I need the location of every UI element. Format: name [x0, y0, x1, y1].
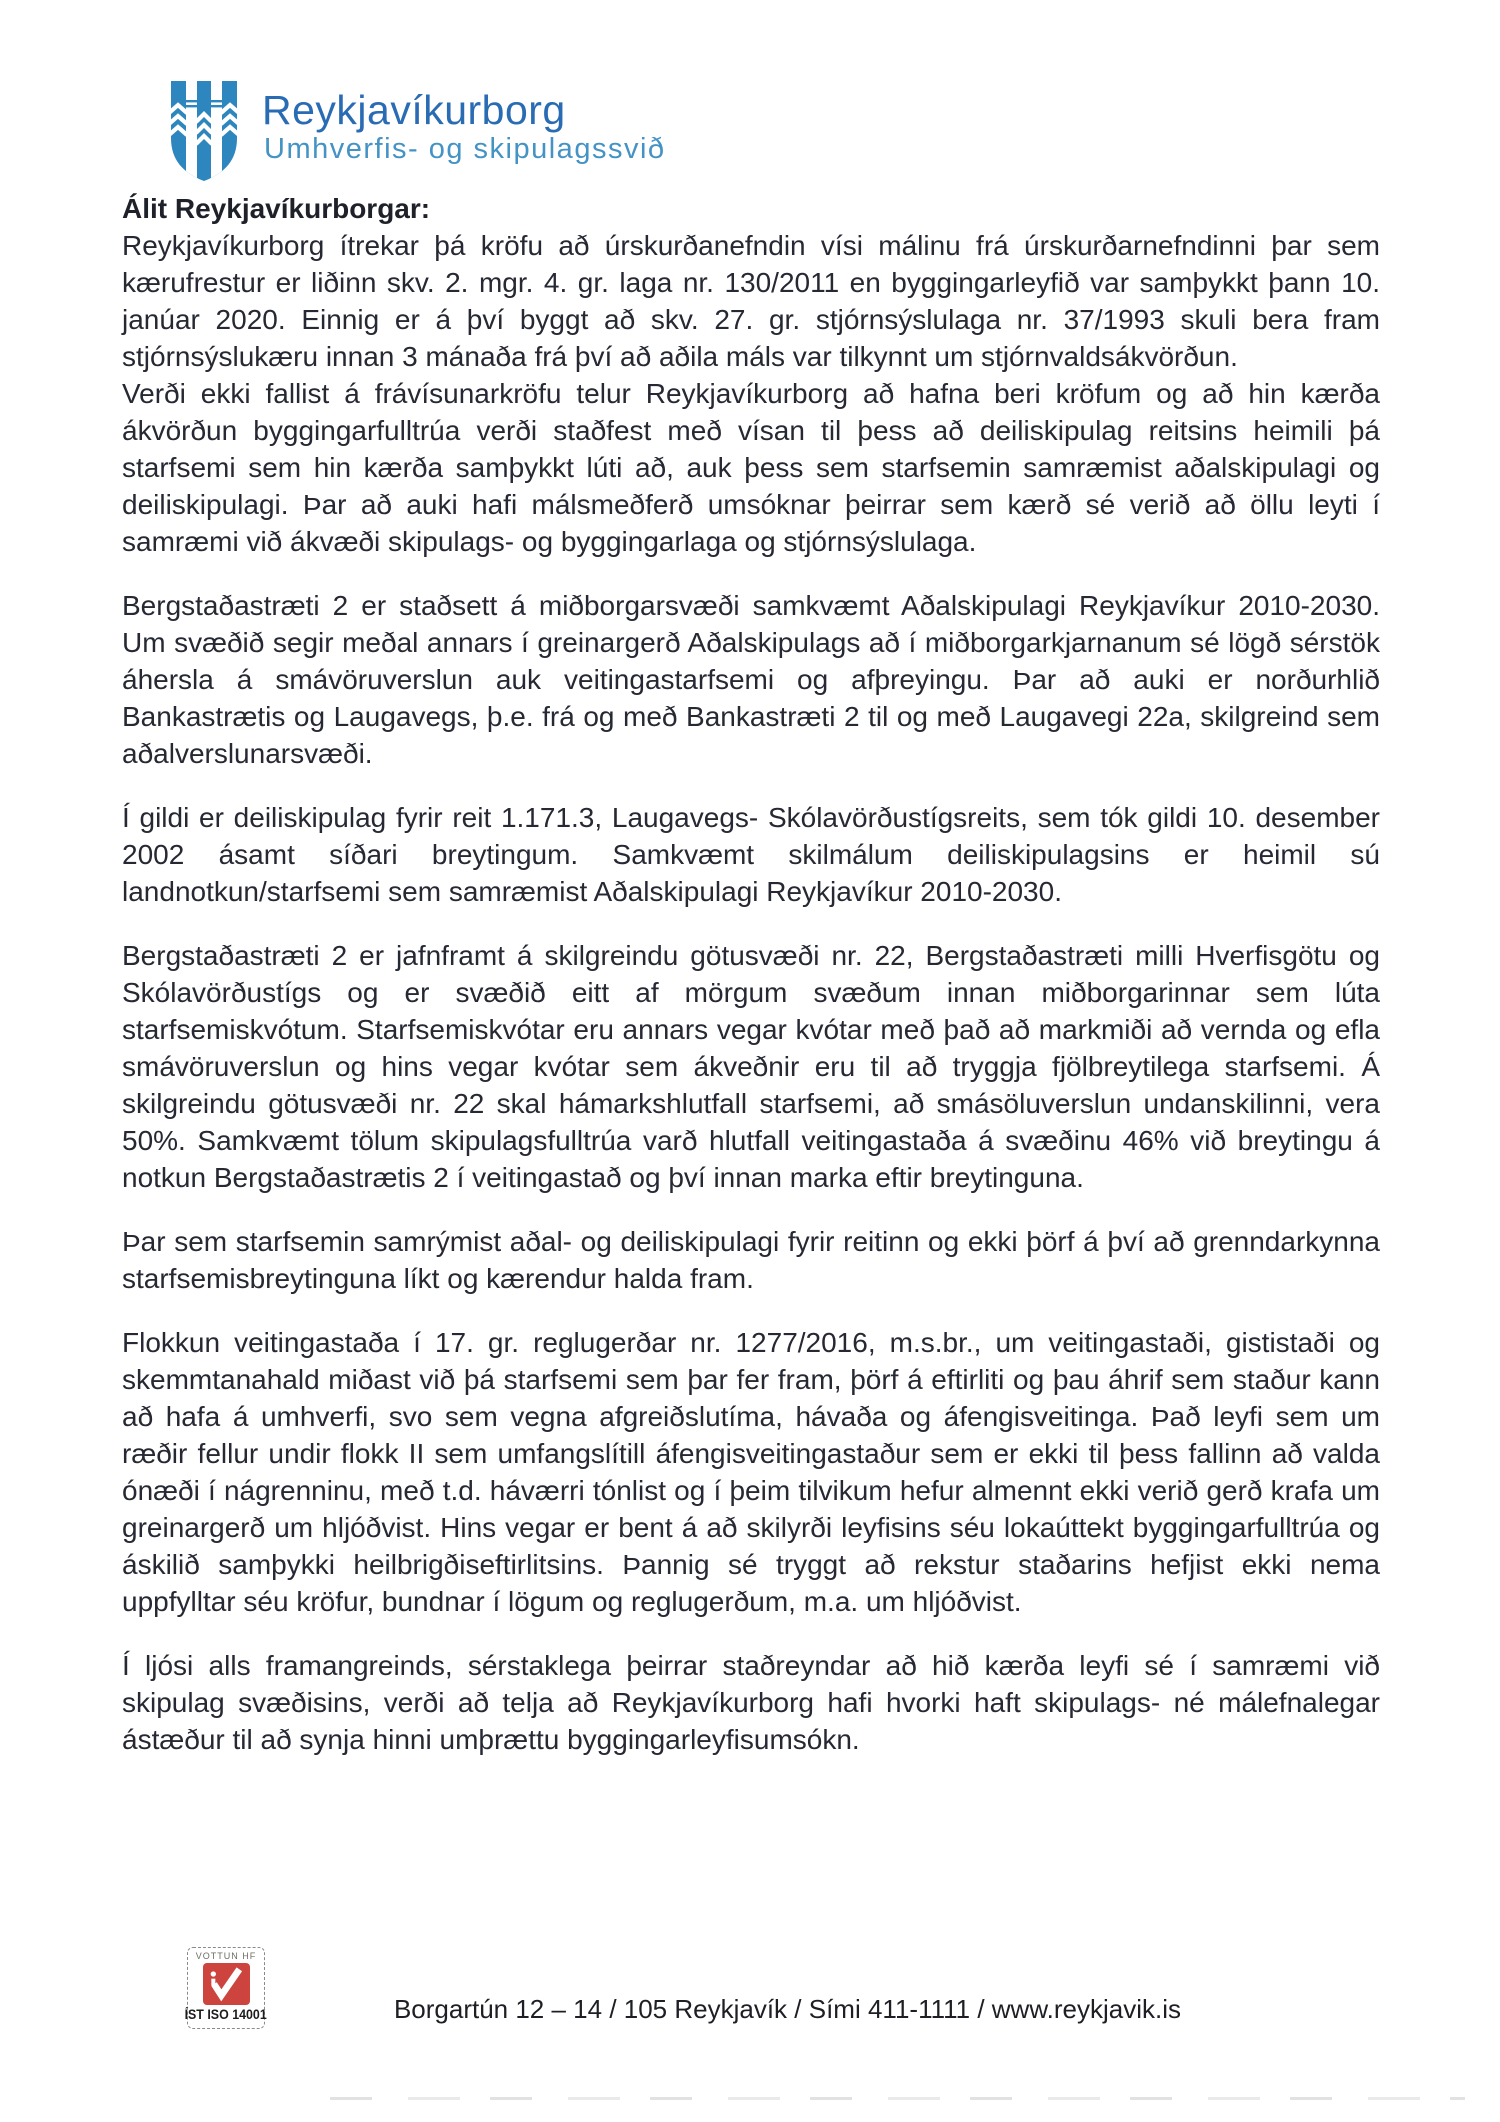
paragraph-midborgarsvaedi: Bergstaðastræti 2 er staðsett á miðborgarsvæði samkvæmt Aðalskipulagi Reykjavíkur 2010-2030. Um svæðið segir meðal annars í greinargerð Aðalskipulags að í miðborgarkjarnanum sé lögð sérstök áhersla á smávöruverslun auk veitingastarfsemi og afþreyingu. Þar að auki er norðurhlið Bankastrætis og Laugavegs, þ.e. frá og með Bankastræti 2 til og með Laugavegi 22a, skilgreind sem aðalverslunarsvæði. — [122, 590, 1380, 769]
org-department: Umhverfis- og skipulagssvið — [264, 133, 666, 165]
reykjavik-shield-icon — [170, 80, 238, 182]
certification-issuer: VOTTUN HF — [195, 1951, 257, 1961]
certification-standard: ÍST ISO 14001 — [184, 2007, 268, 2022]
paragraph-grenndarkynning: Þar sem starfsemin samrýmist aðal- og deiliskipulagi fyrir reitinn og ekki þörf á því að grenndarkynna starfsemisbreytinguna líkt og kærendur halda fram. — [122, 1226, 1380, 1294]
letterhead — [0, 0, 1500, 190]
paragraph-nidurstada: Í ljósi alls framangreinds, sérstaklega þeirrar staðreyndar að hið kærða leyfi sé í samræmi við skipulag svæðisins, verði að telja að Reykjavíkurborg hafi hvorki haft skipulags- né málefnalegar ástæður til að synja hinni umþrættu byggingarleyfisumsókn. — [122, 1650, 1380, 1755]
footer-address: Borgartún 12 – 14 / 105 Reykjavík / Sími 411-1111 / www.reykjavik.is — [393, 1994, 1182, 2024]
paragraph-fravisun: Reykjavíkurborg ítrekar þá kröfu að úrskurðanefndin vísi málinu frá úrskurðarnefndinni þar sem kærufrestur er liðinn skv. 2. mgr. 4. gr. laga nr. 130/2011 en byggingarleyfið var samþykkt þann 10. janúar 2020. Einnig er á því byggt að skv. 27. gr. stjórnsýslulaga nr. 37/1993 skuli bera fram stjórnsýslukæru innan 3 mánaða frá því að aðila máls var tilkynnt um stjórnvaldsákvörðun. — [122, 230, 1380, 372]
paragraph-flokkun: Flokkun veitingastaða í 17. gr. reglugerðar nr. 1277/2016, m.s.br., um veitingastaði, gististaði og skemmtanahald miðast við þá starfsemi sem þar fer fram, þörf á eftirliti og þau áhrif sem staður kann að hafa á umhverfi, svo sem vegna afgreiðslutíma, hávaða og áfengisveitinga. Það leyfi sem um ræðir fellur undir flokk II sem umfangslítill áfengisveitingastaður sem er ekki til þess fallinn að valda ónæði í nágrenninu, með t.d. háværri tónlist og í þeim tilvikum hefur almennt ekki verið gerð krafa um greinargerð um hljóðvist. Hins vegar er bent á að skilyrði leyfisins séu lokaúttekt byggingarfulltrúa og áskilið samþykki heilbrigðiseftirlitsins. Þannig sé tryggt að rekstur staðarins hefjist ekki nema uppfylltar séu kröfur, bundnar í lögum og reglugerðum, m.a. um hljóðvist. — [122, 1327, 1380, 1617]
paragraph-gotusvaedi: Bergstaðastræti 2 er jafnframt á skilgreindu götusvæði nr. 22, Bergstaðastræti milli Hverfisgötu og Skólavörðustígs og er svæðið eitt af mörgum svæðum innan miðborgarinnar sem lúta starfsemiskvótum. Starfsemiskvótar eru annars vegar kvótar með það að markmiði að vernda og efla smávöruverslun og hins vegar kvótar sem ákveðnir eru til að tryggja fjölbreytilega starfsemi. Á skilgreindu götusvæði nr. 22 skal hámarkshlutfall starfsemi, að smásöluverslun undanskilinni, vera 50%. Samkvæmt tölum skipulagsfulltrúa varð hlutfall veitingastaða á svæðinu 46% við breytingu á notkun Bergstaðastrætis 2 í veitingastað og því innan marka eftir breytinguna. — [122, 940, 1380, 1193]
scan-artifact-line — [330, 2097, 1465, 2100]
org-name: Reykjavíkurborg — [262, 87, 566, 133]
paragraph-deiliskipulag: Í gildi er deiliskipulag fyrir reit 1.171.3, Laugavegs- Skólavörðustígsreits, sem tók gildi 10. desember 2002 ásamt síðari breytingum. Samkvæmt skilmálum deiliskipulagsins er heimil sú landnotkun/starfsemi sem samræmist Aðalskipulagi Reykjavíkur 2010-2030. — [122, 802, 1380, 907]
letter-body — [122, 190, 1380, 1758]
paragraph-stadfesting: Verði ekki fallist á frávísunarkröfu telur Reykjavíkurborg að hafna beri kröfum og að hin kærða ákvörðun byggingarfulltrúa verði staðfest með vísan til þess að deiliskipulag reitsins heimili þá starfsemi sem hin kærða samþykkt lúti að, auk þess sem starfsemin samræmist aðalskipulagi og deiliskipulagi. Þar að auki hafi málsmeðferð umsóknar þeirrar sem kærð sé verið að öllu leyti í samræmi við ákvæði skipulags- og byggingarlaga og stjórnsýslulaga. — [122, 378, 1380, 557]
document-heading: Álit Reykjavíkurborgar: — [122, 193, 431, 224]
